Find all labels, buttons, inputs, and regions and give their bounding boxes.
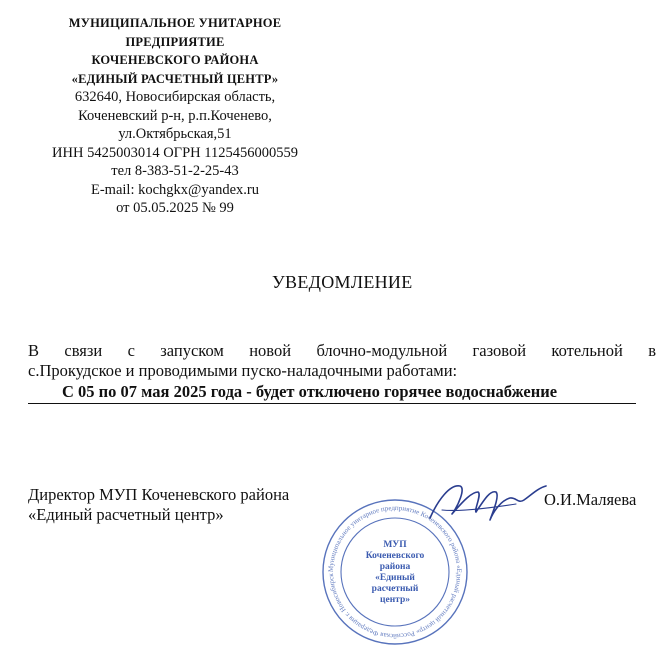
phone-line: тел 8-383-51-2-25-43 (111, 163, 239, 179)
address-line-1: 632640, Новосибирская область, (74, 89, 276, 105)
stamp-ring-text: Муниципальное унитарное предприятие Коченевского района «Единый расчетный центр» Российская Федерация г. Новосибирск (326, 503, 464, 641)
date-number-line: от 05.05.2025 № 99 (116, 200, 234, 216)
org-name-line-1: МУНИЦИПАЛЬНОЕ УНИТАРНОЕ (68, 16, 282, 30)
signer-name: О.И.Маляева (544, 490, 637, 509)
signer-position-line-1: Директор МУП Коченевского района (28, 485, 290, 504)
stamp-line-4: «Единый (375, 573, 415, 583)
stamp-line-2: Коченевского (365, 551, 425, 561)
email-line: E-mail: kochgkx@yandex.ru (91, 181, 259, 198)
body-line-2: с.Прокудское и проводимыми пуско-наладочными работами: (28, 361, 458, 380)
org-name-line-4: «ЕДИНЫЙ РАСЧЕТНЫЙ ЦЕНТР» (71, 71, 279, 86)
org-name-line-3: КОЧЕНЕВСКОГО РАЙОНА (91, 53, 259, 67)
stamp-line-6: центр» (380, 595, 410, 605)
stamp-line-5: расчетный (371, 584, 419, 594)
document-title: УВЕДОМЛЕНИЕ (272, 272, 413, 292)
body-line-1: В связи с запуском новой блочно-модульной газовой котельной в (28, 341, 656, 360)
address-line-2: Коченевский р-н, р.п.Коченево, (78, 107, 272, 124)
letterhead (10, 14, 340, 218)
signer-position-line-2: «Единый расчетный центр» (28, 505, 224, 524)
stamp-line-3: района (379, 562, 411, 572)
signature (420, 470, 550, 530)
stamp-line-1: МУП (383, 540, 407, 550)
address-line-3: ул.Октябрьская,51 (118, 126, 232, 142)
outage-notice: С 05 по 07 мая 2025 года - будет отключено горячее водоснабжение (28, 382, 636, 404)
org-name-line-2: ПРЕДПРИЯТИЕ (125, 34, 225, 49)
signer-position (28, 485, 289, 525)
inn-ogrn-line: ИНН 5425003014 ОГРН 1125456000559 (52, 144, 298, 161)
